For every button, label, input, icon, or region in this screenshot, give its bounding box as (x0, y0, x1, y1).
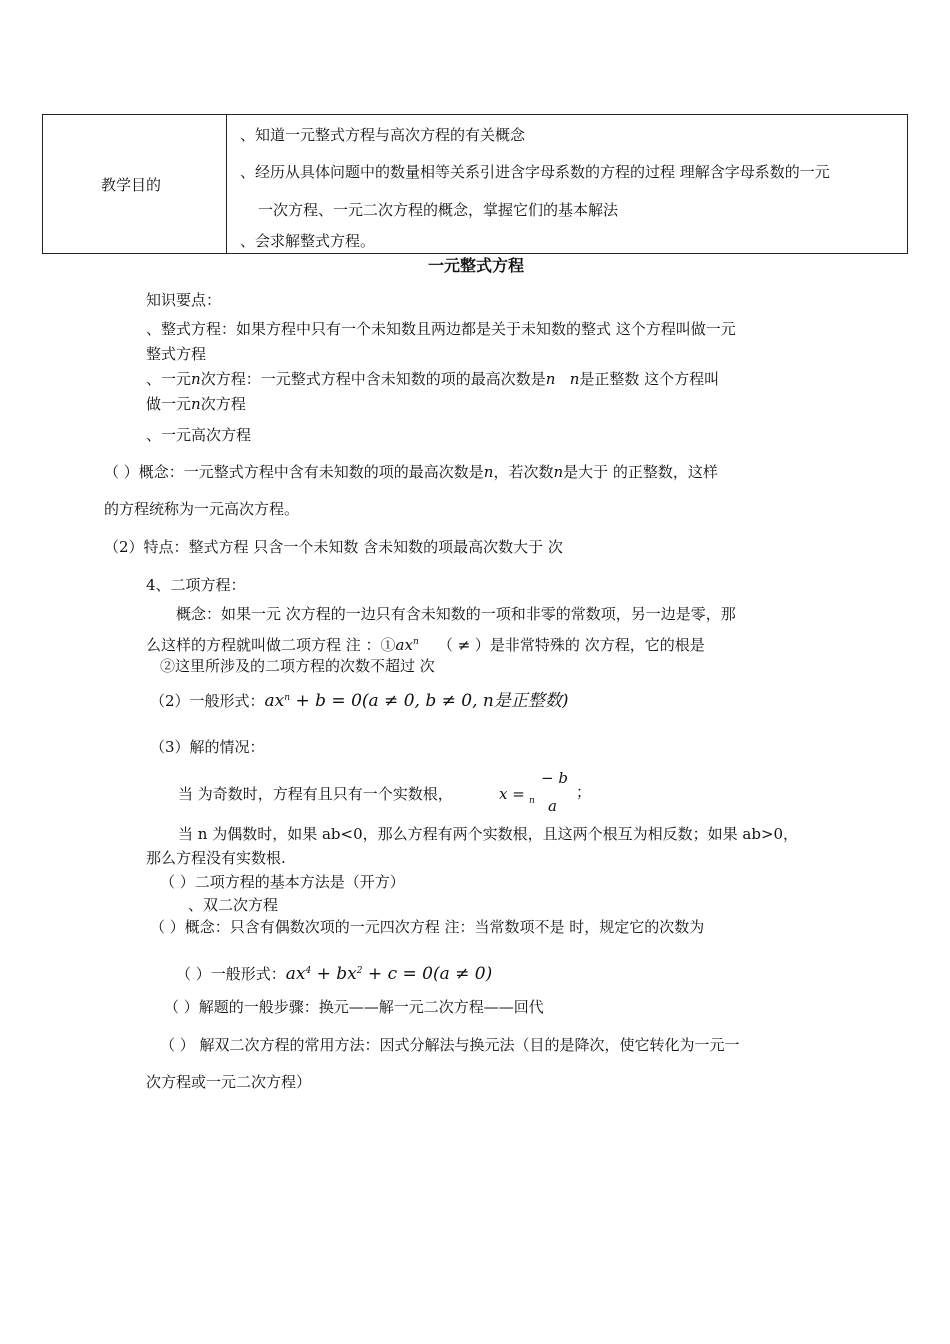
point-3-1-line1 (104, 463, 718, 481)
table-divider (226, 115, 227, 253)
point-4-method: （ ）二项方程的基本方法是（开方） (160, 873, 405, 891)
objectives-label: 教学目的 (101, 176, 162, 194)
point-5-methods-line1: （ ） 解双二次方程的常用方法：因式分解法与换元法（目的是降次，使它转化为一元一 (160, 1036, 740, 1054)
point-2-line2 (146, 395, 246, 413)
root-denominator: a (548, 797, 557, 815)
root-numerator: − b (541, 769, 568, 787)
point-5-formula-e2: 2 (356, 966, 363, 976)
point-4-heading: 4、二项方程： (146, 576, 246, 594)
point-4-general-label: （2）一般形式： (150, 692, 265, 710)
point-5-steps: （ ）解题的一般步骤：换元——解一元二次方程——回代 (164, 998, 544, 1016)
point-5-formula-b: + bx (311, 964, 357, 984)
point-5-formula-c: + c = 0(a ≠ 0) (362, 964, 493, 984)
point-3-1-line2: 的方程统称为一元高次方程。 (104, 500, 300, 518)
root-tail: ； (576, 783, 592, 801)
point-4-concept-a: 么这样的方程就叫做二项方程 注 ：① (146, 636, 396, 654)
point-4-concept-line1: 概念：如果一元 次方程的一边只有含未知数的一项和非零的常数项，另一边是零，那 (176, 605, 736, 623)
point-1-line1: 、整式方程：如果方程中只有一个未知数且两边都是关于未知数的整式 这个方程叫做一元 (146, 320, 736, 338)
root-lhs: x = (499, 785, 525, 803)
point-2-b: 次方程：一元整式方程中含未知数的项的最高次数是 (200, 370, 546, 388)
point-5-concept: （ ）概念：只含有偶数次项的一元四次方程 注：当常数项不是 时，规定它的次数为 (150, 918, 705, 936)
point-2-line2b: 次方程 (200, 395, 246, 413)
point-4-even-line1: 当 n 为偶数时，如果 ab<0，那么方程有两个实数根，且这两个根互为相反数；如果 ab>0， (178, 825, 799, 843)
point-4-even-line2: 那么方程没有实数根. (146, 849, 286, 867)
point-2-n1: n (191, 370, 201, 388)
objective-item-3: 、会求解整式方程。 (240, 232, 376, 250)
point-4-formula-rest: + b = 0(a ≠ 0, b ≠ 0, n是正整数) (290, 691, 569, 711)
point-5-formula-a: ax (285, 964, 306, 984)
objective-item-2-cont: 一次方程、一元二次方程的概念，掌握它们的基本解法 (258, 201, 619, 219)
point-3-2: （2）特点：整式方程 只含一个未知数 含未知数的项最高次数大于 次 (104, 538, 563, 556)
root-index: n (529, 796, 535, 806)
point-3-1-c: 是大于 的正整数，这样 (563, 463, 718, 481)
fraction-spacer (540, 791, 570, 792)
point-2-n4: n (191, 395, 201, 413)
point-2-a: 、一元 (146, 370, 192, 388)
point-2-line2a: 做一元 (146, 395, 192, 413)
point-3-heading: 、一元高次方程 (146, 426, 252, 444)
point-4-formula-a: ax (264, 691, 285, 711)
point-4-general (150, 692, 568, 713)
point-2-line1 (146, 370, 719, 388)
point-5-formula-e4: 4 (305, 966, 312, 976)
point-4-concept-expr: ax (395, 636, 413, 654)
point-5-heading: 、双二次方程 (188, 896, 279, 914)
point-4-concept-exp: n (412, 637, 419, 647)
knowledge-heading: 知识要点： (146, 291, 222, 309)
point-2-n3: n (569, 370, 580, 388)
point-4-concept-line3: ②这里所涉及的二项方程的次数不超过 次 (160, 657, 435, 675)
point-4-concept-b: （ ≠ ）是非常特殊的 次方程，它的根是 (437, 636, 705, 654)
point-3-1-n2: n (553, 463, 564, 481)
point-4-odd (178, 785, 453, 803)
point-4-formula-exp: n (284, 693, 291, 703)
point-2-n2: n (545, 370, 556, 388)
point-3-1-n1: n (483, 463, 494, 481)
point-4-concept-line2 (146, 636, 705, 657)
objectives-table (42, 114, 908, 254)
objective-item-1: 、知道一元整式方程与高次方程的有关概念 (240, 126, 526, 144)
page-title: 一元整式方程 (428, 256, 525, 275)
point-3-1-b: ，若次数 (493, 463, 554, 481)
point-4-solutions: （3）解的情况： (150, 738, 265, 756)
point-5-methods-line2: 次方程或一元二次方程） (146, 1073, 312, 1091)
point-2-c: 是正整数 这个方程叫 (579, 370, 720, 388)
point-5-general-label: （ ）一般形式： (176, 965, 286, 983)
point-3-1-a: （ ）概念：一元整式方程中含有未知数的项的最高次数是 (104, 463, 484, 481)
objective-item-2: 、经历从具体问题中的数量相等关系引进含字母系数的方程的过程 理解含字母系数的一元 (240, 163, 830, 181)
point-5-general (176, 965, 492, 986)
point-4-odd-text: 当 为奇数时，方程有且只有一个实数根， (178, 785, 453, 803)
point-1-line2: 整式方程 (146, 345, 207, 363)
